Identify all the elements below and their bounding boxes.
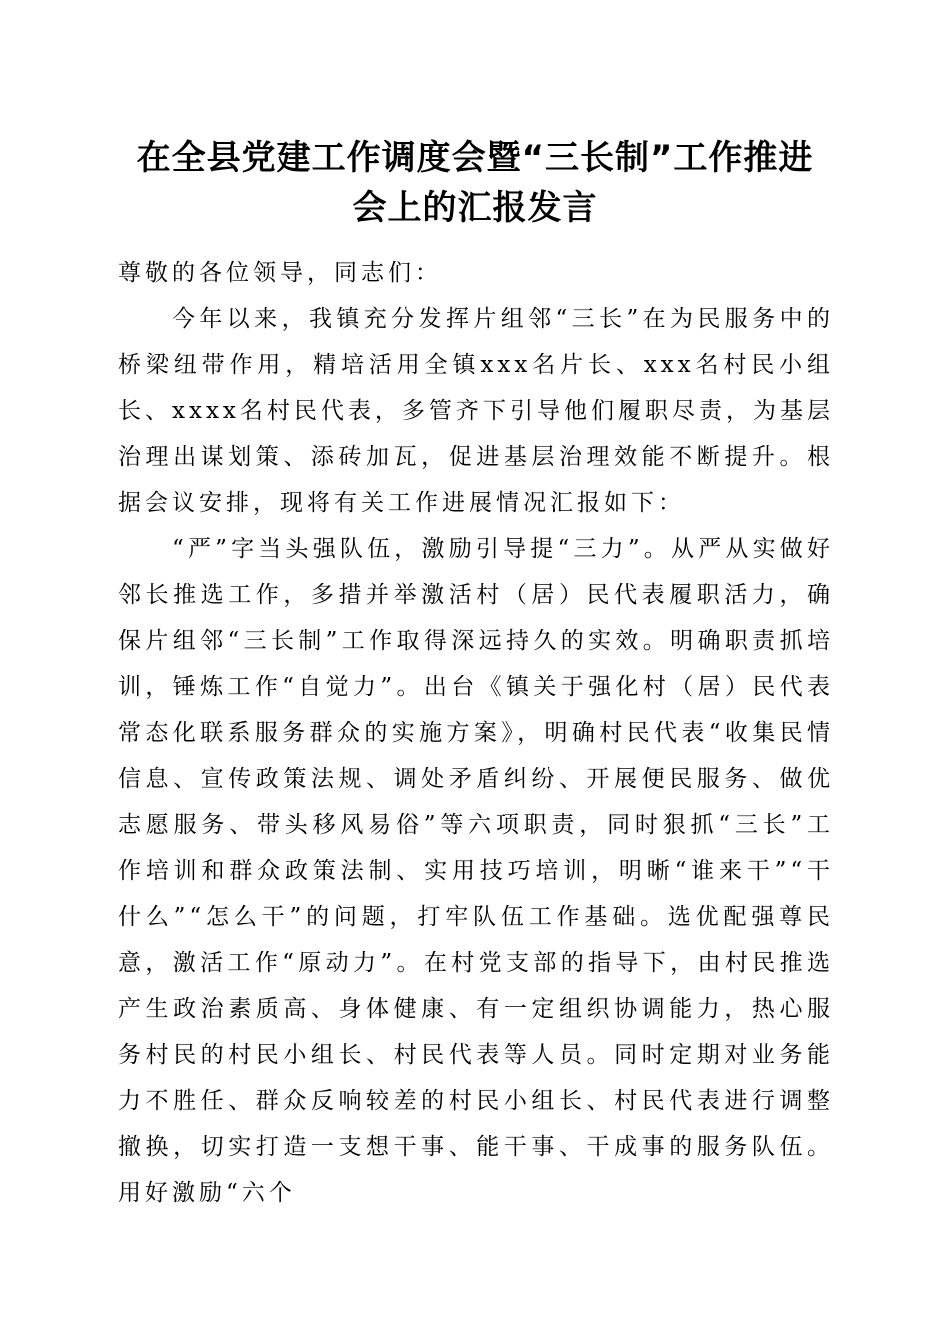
document-title (100, 133, 850, 233)
title-line-2: 会上的汇报发言 (352, 188, 598, 228)
paragraph-strong-team: “严”字当头强队伍，激励引导提“三力”。从严从实做好邻长推选工作，多措并举激活村（居）民代表履职活力，确保片组邻“三长制”工作取得深远持久的实效。明确职责抓培训，锤炼工作“自觉力”。出台《镇关于强化村（居）民代表常态化联系服务群众的实施方案》，明确村民代表“收集民情信息、宣传政策法规、调处矛盾纠纷、开展便民服务、做优志愿服务、带头移风易俗”等六项职责，同时狠抓“三长”工作培训和群众政策法制、实用技巧培训，明晰“谁来干”“干什么”“怎么干”的问题，打牢队伍工作基础。选优配强尊民意，激活工作“原动力”。在村党支部的指导下，由村民推选产生政治素质高、身体健康、有一定组织协调能力，热心服务村民的村民小组长、村民代表等人员。同时定期对业务能力不胜任、群众反响较差的村民小组长、村民代表进行调整撤换，切实打造一支想干事、能干事、干成事的服务队伍。用好激励“六个 (118, 536, 834, 1206)
greeting: 尊敬的各位领导，同志们： (118, 260, 442, 286)
title-line-1: 在全县党建工作调度会暨“三长制”工作推进 (136, 138, 814, 178)
paragraph-intro: 今年以来，我镇充分发挥片组邻“三长”在为民服务中的桥梁纽带作用，精培活用全镇xxx名片长、xxx名村民小组长、xxxx名村民代表，多管齐下引导他们履职尽责，为基层治理出谋划策、添砖加瓦，促进基层治理效能不断提升。根据会议安排，现将有关工作进展情况汇报如下： (118, 306, 834, 516)
document-body (118, 250, 834, 1216)
